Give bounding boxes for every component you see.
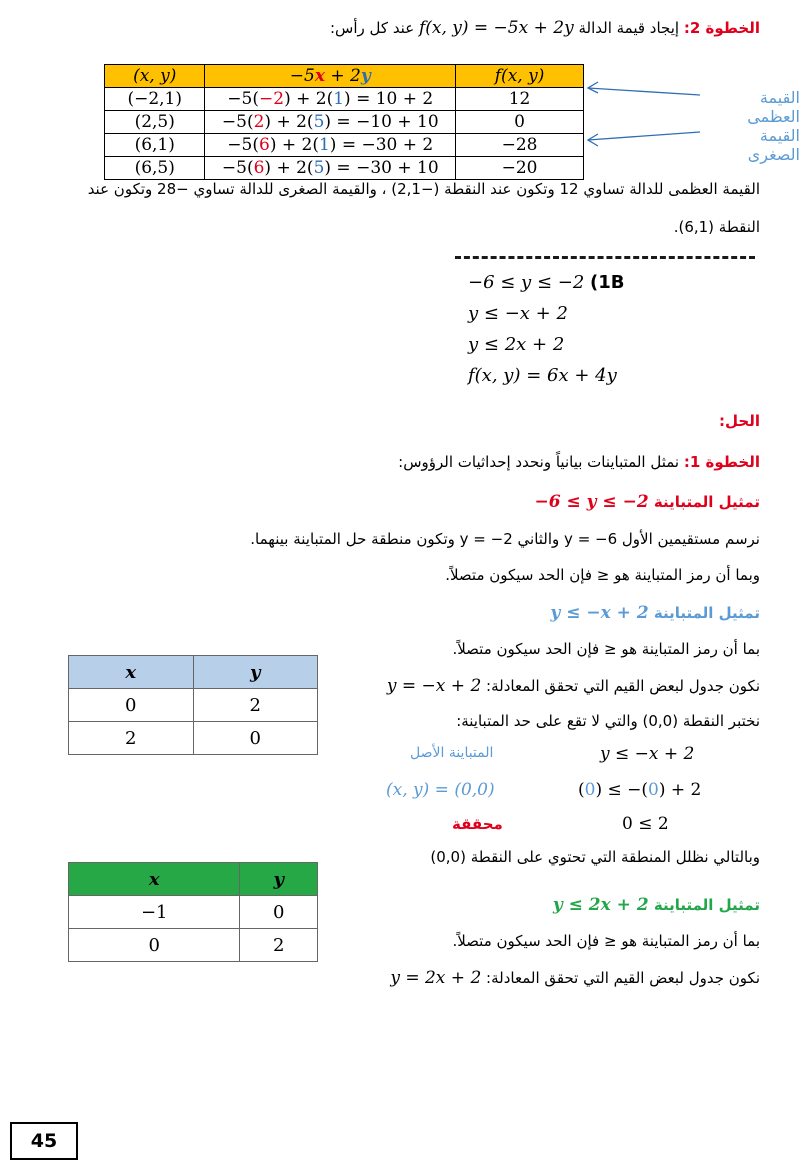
header-point: (x, y): [105, 65, 205, 88]
solution-label: الحل:: [719, 412, 760, 430]
min-arrow-line: [588, 132, 700, 140]
row-expression: −5(6) + 2(1) = −30 + 2: [205, 134, 456, 157]
step2-label: الخطوة 2:: [683, 19, 760, 37]
problem-block: [468, 272, 625, 396]
table-row: [69, 722, 318, 755]
section1-paragraph-1: نرسم مستقيمين الأول y = −6 والثاني y = −2 وتكون منطقة حل المتباينة بينهما.: [250, 530, 760, 548]
evaluation-table: [104, 64, 584, 180]
problem-ineq-1: −6 ≤ y ≤ −2: [468, 272, 585, 293]
true-label: محققة: [452, 815, 503, 833]
section2-paragraph-4: وبالتالي نظلل المنطقة التي تحتوي على النقطة (0,0): [430, 848, 760, 866]
table-row: [69, 689, 318, 722]
cell-x: 0: [69, 689, 194, 722]
original-inequality-label: المتباينة الأصل: [410, 745, 494, 761]
original-inequality: y ≤ −x + 2: [600, 744, 695, 764]
conclusion-line-1: القيمة العظمى للدالة تساوي 12 وتكون عند النقطة (−2,1) ، والقيمة الصغرى للدالة تساوي −28 وتكون عند: [87, 180, 760, 198]
row-expression: −5(−2) + 2(1) = 10 + 2: [205, 88, 456, 111]
arrows-graphic: [584, 80, 704, 150]
cell-x: 0: [69, 929, 240, 962]
problem-objective: f(x, y) = 6x + 4y: [468, 365, 617, 386]
header-x: x: [69, 656, 194, 689]
values-table-2: [68, 862, 318, 962]
header-expression: −5x + 2y: [205, 65, 456, 88]
table-row: [69, 929, 318, 962]
row-expression: −5(2) + 2(5) = −10 + 10: [205, 111, 456, 134]
cell-y: 0: [193, 722, 318, 755]
section2-paragraph-3: نختبر النقطة (0,0) والتي لا تقع على حد المتباينة:: [456, 712, 760, 730]
header-x: x: [69, 863, 240, 896]
table-header-row: [69, 656, 318, 689]
values-table-1: [68, 655, 318, 755]
problem-number: (1B: [590, 272, 625, 293]
header-y: y: [193, 656, 318, 689]
max-label: القيمة العظمى: [747, 88, 800, 126]
header-function: f(x, y): [456, 65, 584, 88]
section3-paragraph-2: نكون جدول لبعض القيم التي تحقق المعادلة: y = 2x + 2: [390, 968, 760, 988]
substitution: (0) ≤ −(0) + 2: [578, 780, 702, 800]
table-row: [105, 111, 584, 134]
problem-ineq-3: y ≤ 2x + 2: [468, 334, 565, 355]
test-result: 0 ≤ 2: [622, 814, 669, 834]
row-value: 12: [456, 88, 584, 111]
step2-text-before: إيجاد قيمة الدالة: [578, 19, 680, 37]
cell-y: 2: [193, 689, 318, 722]
cell-y: 2: [240, 929, 318, 962]
cell-x: 2: [69, 722, 194, 755]
section1-paragraph-2: وبما أن رمز المتباينة هو ≤ فإن الحد سيكون متصلاً.: [445, 566, 760, 584]
step1-text: نمثل المتباينات بيانياً ونحدد إحداثيات الرؤوس:: [398, 453, 680, 471]
step2-function: f(x, y) = −5x + 2y: [418, 18, 574, 38]
section2-heading: تمثيل المتباينة y ≤ −x + 2: [550, 603, 760, 623]
conclusion-line-2: النقطة (6,1).: [673, 218, 760, 236]
table-header-row: [69, 863, 318, 896]
row-expression: −5(6) + 2(5) = −30 + 10: [205, 157, 456, 180]
section-divider: [455, 256, 755, 259]
table-row: [105, 88, 584, 111]
step1-line: [20, 453, 760, 471]
step2-text-after: عند كل رأس:: [330, 19, 415, 37]
table-header-row: [105, 65, 584, 88]
row-point: (2,5): [105, 111, 205, 134]
max-arrow-head: [588, 82, 598, 93]
section3-heading: تمثيل المتباينة y ≤ 2x + 2: [552, 895, 760, 915]
table-row: [69, 896, 318, 929]
section3-paragraph-1: بما أن رمز المتباينة هو ≤ فإن الحد سيكون متصلاً.: [452, 932, 760, 950]
step2-line: [20, 18, 760, 38]
header-y: y: [240, 863, 318, 896]
section2-paragraph-1: بما أن رمز المتباينة هو ≤ فإن الحد سيكون متصلاً.: [452, 640, 760, 658]
step1-label: الخطوة 1:: [683, 453, 760, 471]
cell-y: 0: [240, 896, 318, 929]
row-point: (6,1): [105, 134, 205, 157]
page-number: 45: [10, 1122, 78, 1160]
section2-paragraph-2: نكون جدول لبعض القيم التي تحقق المعادلة: y = −x + 2: [386, 676, 760, 696]
row-point: (−2,1): [105, 88, 205, 111]
table-row: [105, 134, 584, 157]
row-point: (6,5): [105, 157, 205, 180]
test-point: (x, y) = (0,0): [386, 780, 495, 800]
table-row: [105, 157, 584, 180]
row-value: 0: [456, 111, 584, 134]
row-value: −20: [456, 157, 584, 180]
cell-x: −1: [69, 896, 240, 929]
problem-ineq-2: y ≤ −x + 2: [468, 303, 568, 324]
row-value: −28: [456, 134, 584, 157]
max-arrow-line: [588, 88, 700, 95]
problem-line-1: [468, 272, 625, 303]
section1-heading: تمثيل المتباينة −6 ≤ y ≤ −2: [534, 492, 760, 512]
min-label: القيمة الصغرى: [747, 126, 800, 164]
